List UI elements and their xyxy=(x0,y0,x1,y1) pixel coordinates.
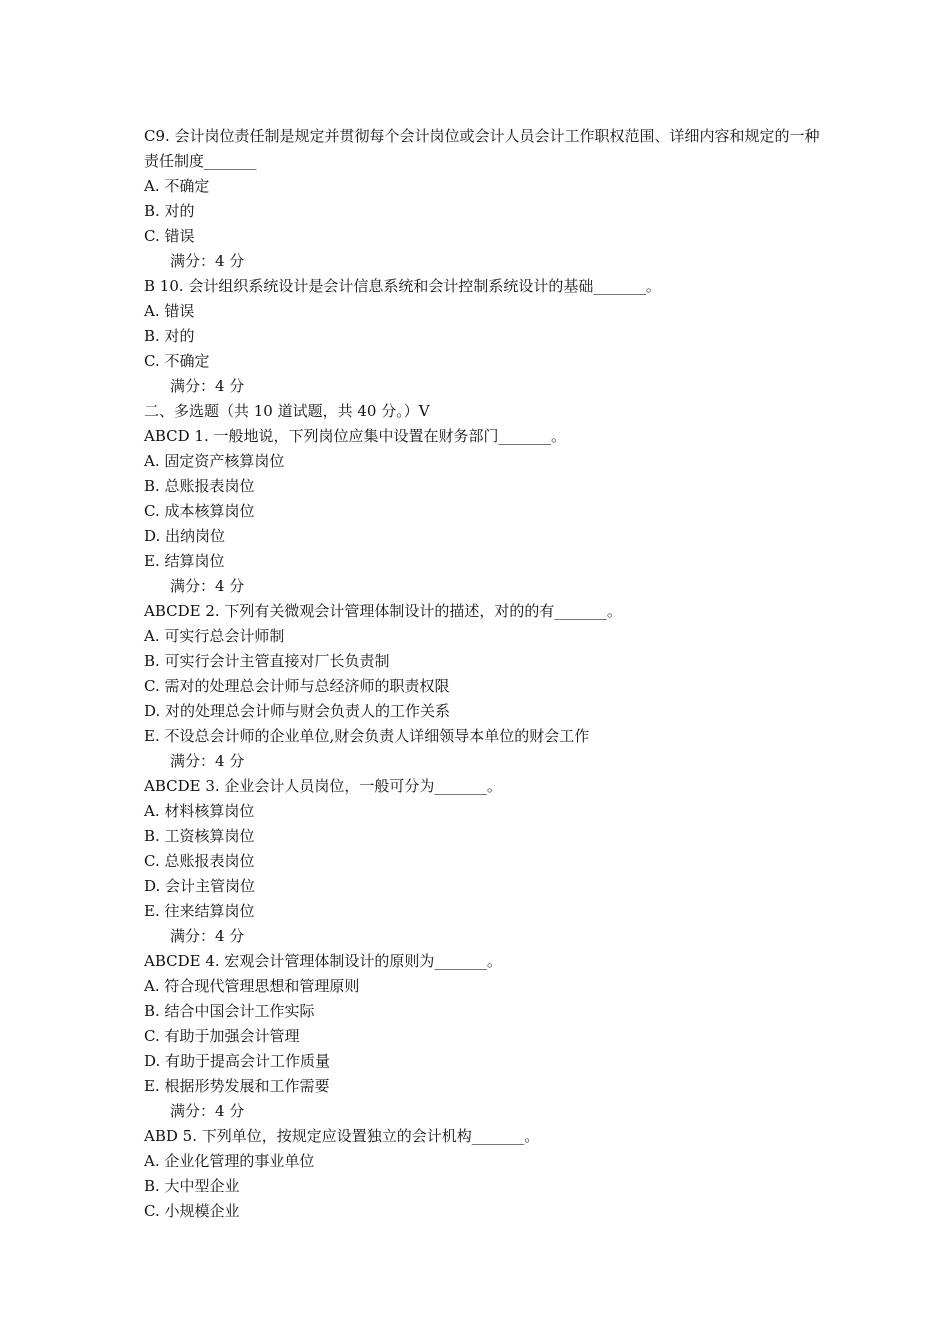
score-line: 满分：4 分 xyxy=(170,577,245,595)
text-line: B. 可实行会计主管直接对厂长负责制 xyxy=(144,652,390,670)
text-line: E. 结算岗位 xyxy=(144,552,225,570)
text-line: ABD 5. 下列单位，按规定应设置独立的会计机构_______。 xyxy=(144,1127,540,1145)
text-line: C. 有助于加强会计管理 xyxy=(144,1027,300,1045)
text-line: B. 工资核算岗位 xyxy=(144,827,255,845)
text-line: A. 固定资产核算岗位 xyxy=(144,452,285,470)
text-line: A. 可实行总会计师制 xyxy=(144,627,285,645)
question-list xyxy=(144,124,824,1224)
text-line: B. 对的 xyxy=(144,202,195,220)
text-line: C. 不确定 xyxy=(144,352,210,370)
text-line: C. 总账报表岗位 xyxy=(144,852,255,870)
text-line: ABCDE 4. 宏观会计管理体制设计的原则为_______。 xyxy=(144,952,502,970)
text-line: D. 对的处理总会计师与财会负责人的工作关系 xyxy=(144,702,451,720)
text-line: A. 企业化管理的事业单位 xyxy=(144,1152,315,1170)
text-line: B 10. 会计组织系统设计是会计信息系统和会计控制系统设计的基础_______。 xyxy=(144,277,661,295)
text-line: E. 往来结算岗位 xyxy=(144,902,255,920)
text-line: C. 小规模企业 xyxy=(144,1202,240,1220)
text-line: B. 结合中国会计工作实际 xyxy=(144,1002,315,1020)
text-line: D. 有助于提高会计工作质量 xyxy=(144,1052,331,1070)
text-line: A. 不确定 xyxy=(144,177,210,195)
text-line: A. 错误 xyxy=(144,302,195,320)
text-line: A. 符合现代管理思想和管理原则 xyxy=(144,977,360,995)
text-line: B. 大中型企业 xyxy=(144,1177,240,1195)
text-line: D. 会计主管岗位 xyxy=(144,877,256,895)
text-line: B. 对的 xyxy=(144,327,195,345)
score-line: 满分：4 分 xyxy=(170,377,245,395)
score-line: 满分：4 分 xyxy=(170,752,245,770)
text-line: ABCDE 2. 下列有关微观会计管理体制设计的描述，对的的有_______。 xyxy=(144,602,622,620)
text-line: C9. 会计岗位责任制是规定并贯彻每个会计岗位或会计人员会计工作职权范围、详细内容和规定的一种责任制度_______ xyxy=(144,127,820,170)
text-line: ABCDE 3. 企业会计人员岗位，一般可分为_______。 xyxy=(144,777,502,795)
text-line: B. 总账报表岗位 xyxy=(144,477,255,495)
text-line: D. 出纳岗位 xyxy=(144,527,226,545)
text-line: ABCD 1. 一般地说，下列岗位应集中设置在财务部门_______。 xyxy=(144,427,566,445)
text-line: E. 根据形势发展和工作需要 xyxy=(144,1077,330,1095)
score-line: 满分：4 分 xyxy=(170,1102,245,1120)
score-line: 满分：4 分 xyxy=(170,252,245,270)
text-line: A. 材料核算岗位 xyxy=(144,802,255,820)
text-line: C. 需对的处理总会计师与总经济师的职责权限 xyxy=(144,677,450,695)
text-line: C. 错误 xyxy=(144,227,195,245)
text-line: C. 成本核算岗位 xyxy=(144,502,255,520)
text-line: E. 不设总会计师的企业单位,财会负责人详细领导本单位的财会工作 xyxy=(144,727,590,745)
score-line: 满分：4 分 xyxy=(170,927,245,945)
text-line: 二、多选题（共 10 道试题，共 40 分。）V xyxy=(144,402,430,420)
